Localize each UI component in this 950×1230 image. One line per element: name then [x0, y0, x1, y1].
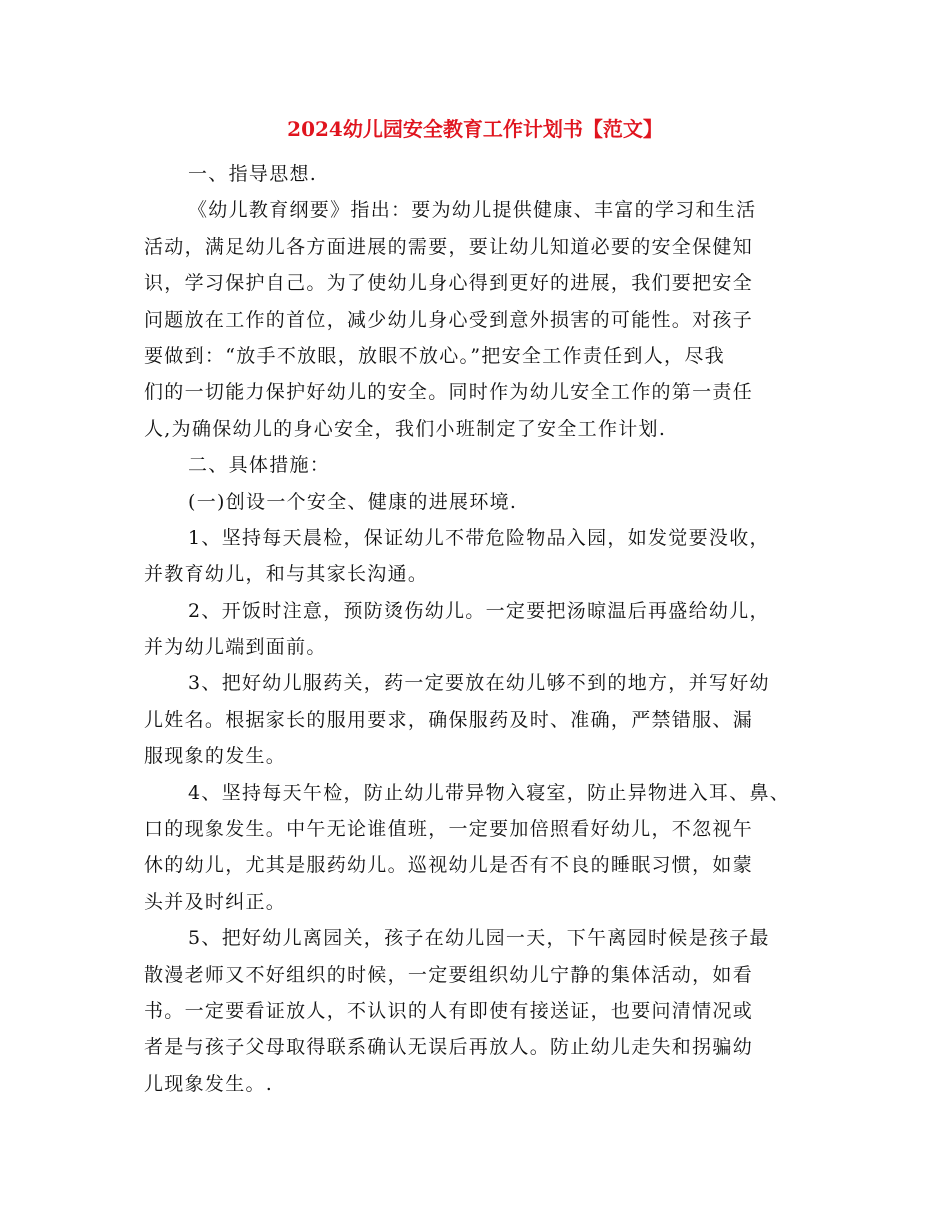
text-line: 并为幼儿端到面前。 — [144, 636, 327, 659]
text-line: 儿姓名。根据家长的服用要求，确保服药及时、准确，严禁错服、漏 — [144, 708, 754, 731]
document-title: 2024幼儿园安全教育工作计划书【范文】 — [287, 117, 663, 141]
text-line: 书。一定要看证放人，不认识的人有即使有接送证，也要问清情况或 — [144, 999, 754, 1022]
text-line: 散漫老师又不好组织的时候，一定要组织幼儿宁静的集体活动，如看 — [144, 963, 754, 986]
text-line: 休的幼儿，尤其是服药幼儿。巡视幼儿是否有不良的睡眠习惯，如蒙 — [144, 854, 754, 877]
text-line: 识，学习保护自己。为了使幼儿身心得到更好的进展，我们要把安全 — [144, 272, 754, 295]
text-line: 4、坚持每天午检，防止幼儿带异物入寝室，防止异物进入耳、鼻、 — [188, 781, 791, 804]
text-line: 一、指导思想. — [188, 163, 318, 185]
text-line: (一)创设一个安全、健康的进展环境. — [188, 490, 518, 513]
text-line: 头并及时纠正。 — [144, 890, 287, 913]
text-line: 3、把好幼儿服药关，药一定要放在幼儿够不到的地方，并写好幼 — [188, 672, 770, 695]
document-body — [144, 156, 824, 1102]
text-line: 人,为确保幼儿的身心安全，我们小班制定了安全工作计划. — [144, 417, 667, 440]
text-line: 1、坚持每天晨检，保证幼儿不带危险物品入园，如发觉要没收， — [188, 526, 770, 549]
text-line: 问题放在工作的首位，减少幼儿身心受到意外损害的可能性。对孩子 — [144, 308, 754, 331]
text-line: 2、开饭时注意，预防烫伤幼儿。一定要把汤晾温后再盛给幼儿， — [188, 599, 770, 622]
text-line: 《幼儿教育纲要》指出：要为幼儿提供健康、丰富的学习和生活 — [188, 199, 757, 222]
text-line: 者是与孩子父母取得联系确认无误后再放人。防止幼儿走失和拐骗幼 — [144, 1036, 754, 1059]
text-line: 口的现象发生。中午无论谁值班，一定要加倍照看好幼儿，不忽视午 — [144, 818, 754, 841]
text-line: 活动，满足幼儿各方面进展的需要，要让幼儿知道必要的安全保健知 — [144, 235, 754, 258]
text-line: 二、具体措施： — [188, 454, 331, 477]
text-line: 5、把好幼儿离园关，孩子在幼儿园一天，下午离园时候是孩子最 — [188, 927, 770, 950]
text-line: 并教育幼儿，和与其家长沟通。 — [144, 563, 429, 586]
text-line: 服现象的发生。 — [144, 745, 287, 768]
text-line: 儿现象发生。. — [144, 1072, 274, 1095]
text-line: 们的一切能力保护好幼儿的安全。同时作为幼儿安全工作的第一责任 — [144, 381, 754, 404]
text-line: 要做到：“放手不放眼，放眼不放心。”把安全工作责任到人，尽我 — [144, 344, 725, 367]
